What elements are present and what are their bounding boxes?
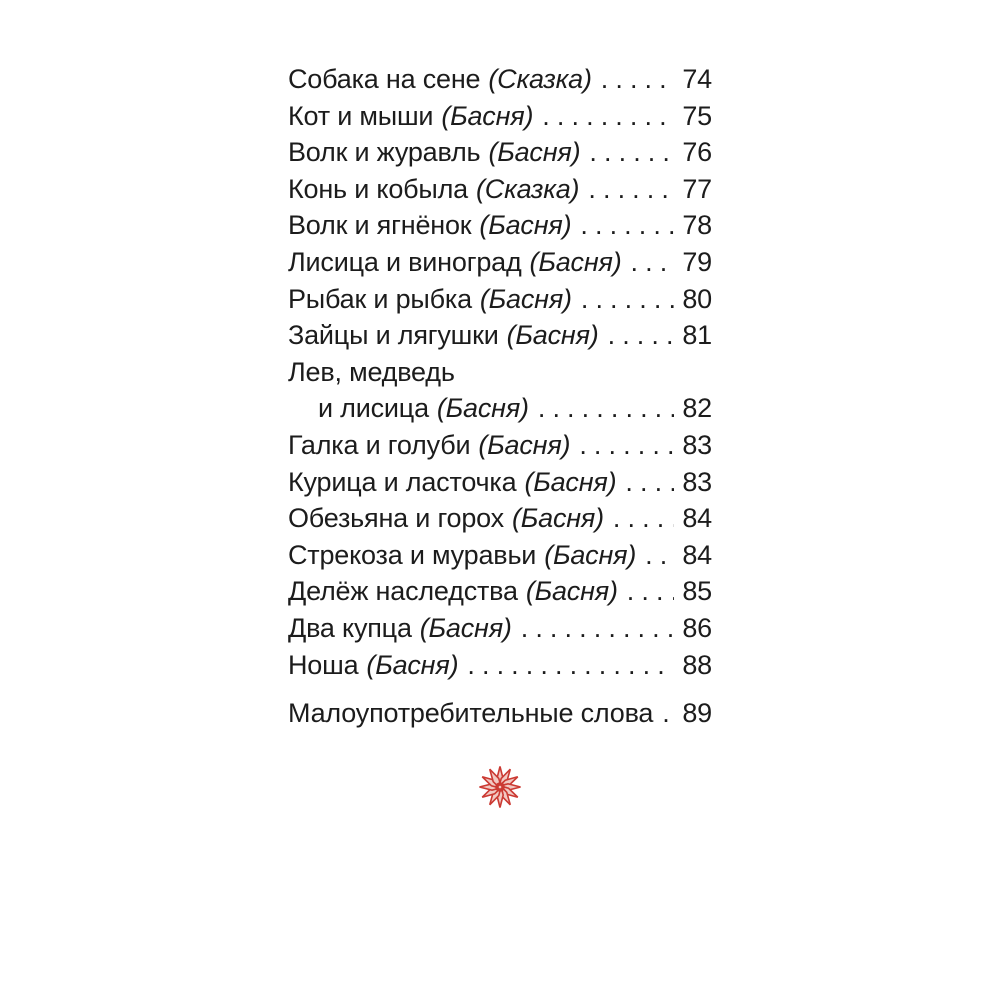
entry-page: 81 bbox=[682, 320, 712, 351]
entry-genre: (Басня) bbox=[366, 649, 459, 680]
end-ornament bbox=[288, 764, 712, 810]
toc-entry bbox=[288, 207, 712, 244]
entry-genre: (Басня) bbox=[544, 539, 637, 570]
toc-entry bbox=[288, 134, 712, 171]
entry-genre: (Басня) bbox=[511, 503, 604, 534]
entry-title: Стрекоза и муравьи bbox=[288, 539, 537, 570]
dot-leader bbox=[467, 647, 674, 684]
dot-leader bbox=[627, 573, 674, 610]
entry-page: 84 bbox=[682, 503, 712, 534]
entry-genre: (Басня) bbox=[525, 576, 618, 607]
entry-title: Лев, медведь bbox=[288, 356, 455, 387]
entry-title: Ноша bbox=[288, 649, 359, 680]
toc-entry bbox=[288, 427, 712, 464]
entry-page: 75 bbox=[682, 100, 712, 131]
entry-title: Делёж наследства bbox=[288, 576, 518, 607]
toc-entry bbox=[288, 610, 712, 647]
entry-page: 79 bbox=[682, 246, 712, 277]
entry-title: Конь и кобыла bbox=[288, 173, 468, 204]
dot-leader bbox=[613, 500, 674, 537]
dot-leader bbox=[601, 61, 674, 98]
toc-entry bbox=[288, 537, 712, 574]
toc-entry bbox=[288, 61, 712, 98]
entry-page: 80 bbox=[682, 283, 712, 314]
dot-leader bbox=[662, 695, 674, 732]
entry-genre: (Басня) bbox=[506, 320, 599, 351]
entry-title: Кот и мыши bbox=[288, 100, 434, 131]
dot-leader bbox=[581, 281, 674, 318]
entry-page: 83 bbox=[682, 429, 712, 460]
entry-title: Курица и ласточка bbox=[288, 466, 517, 497]
entry-page: 78 bbox=[682, 210, 712, 241]
entry-genre: (Басня) bbox=[441, 100, 534, 131]
table-of-contents bbox=[288, 0, 712, 810]
dot-leader bbox=[625, 464, 674, 501]
entry-title: Собака на сене bbox=[288, 64, 481, 94]
entry-page: 76 bbox=[682, 137, 712, 168]
toc-entry bbox=[288, 464, 712, 501]
toc-entry bbox=[288, 573, 712, 610]
toc-entry bbox=[288, 281, 712, 318]
toc-entry bbox=[288, 244, 712, 281]
entry-page: 77 bbox=[682, 173, 712, 204]
toc-entry bbox=[288, 98, 712, 135]
entry-title: и лисица bbox=[318, 393, 429, 424]
entry-page: 74 bbox=[682, 64, 712, 94]
dot-leader bbox=[645, 537, 674, 574]
entry-genre: (Басня) bbox=[436, 393, 529, 424]
entry-title: Малоупотребительные слова bbox=[288, 698, 654, 729]
toc-entry bbox=[288, 354, 712, 391]
toc-entry bbox=[288, 695, 712, 732]
toc-entry bbox=[288, 390, 712, 427]
entry-genre: (Басня) bbox=[478, 429, 571, 460]
entry-title: Рыбак и рыбка bbox=[288, 283, 472, 314]
entry-page: 82 bbox=[682, 393, 712, 424]
toc-entry bbox=[288, 647, 712, 684]
toc-entry bbox=[288, 171, 712, 208]
entry-genre: (Басня) bbox=[529, 246, 622, 277]
flower-star-ornament-icon bbox=[477, 764, 523, 810]
entry-genre: (Басня) bbox=[524, 466, 617, 497]
entry-genre: (Сказка) bbox=[475, 173, 580, 204]
entry-title: Волк и ягнёнок bbox=[288, 210, 472, 241]
entry-title: Волк и журавль bbox=[288, 137, 481, 168]
entry-genre: (Сказка) bbox=[488, 64, 592, 94]
dot-leader bbox=[579, 427, 674, 464]
dot-leader bbox=[589, 134, 674, 171]
dot-leader bbox=[580, 207, 674, 244]
toc-entry bbox=[288, 317, 712, 354]
entry-page: 84 bbox=[682, 539, 712, 570]
entry-title: Два купца bbox=[288, 612, 412, 643]
entry-title: Обезьяна и горох bbox=[288, 503, 504, 534]
dot-leader bbox=[521, 610, 674, 647]
dot-leader bbox=[608, 317, 674, 354]
entry-page: 86 bbox=[682, 612, 712, 643]
entry-page: 88 bbox=[682, 649, 712, 680]
entry-genre: (Басня) bbox=[479, 210, 572, 241]
entry-genre: (Басня) bbox=[419, 612, 512, 643]
entry-page: 85 bbox=[682, 576, 712, 607]
entry-page: 83 bbox=[682, 466, 712, 497]
dot-leader bbox=[538, 390, 674, 427]
entry-page: 89 bbox=[682, 698, 712, 729]
dot-leader bbox=[588, 171, 674, 208]
dot-leader bbox=[631, 244, 675, 281]
entry-title: Лисица и виноград bbox=[288, 246, 522, 277]
entry-genre: (Басня) bbox=[479, 283, 572, 314]
dot-leader bbox=[542, 98, 674, 135]
toc-entry bbox=[288, 500, 712, 537]
entry-title: Галка и голуби bbox=[288, 429, 471, 460]
entry-genre: (Басня) bbox=[488, 137, 581, 168]
entry-title: Зайцы и лягушки bbox=[288, 320, 499, 351]
